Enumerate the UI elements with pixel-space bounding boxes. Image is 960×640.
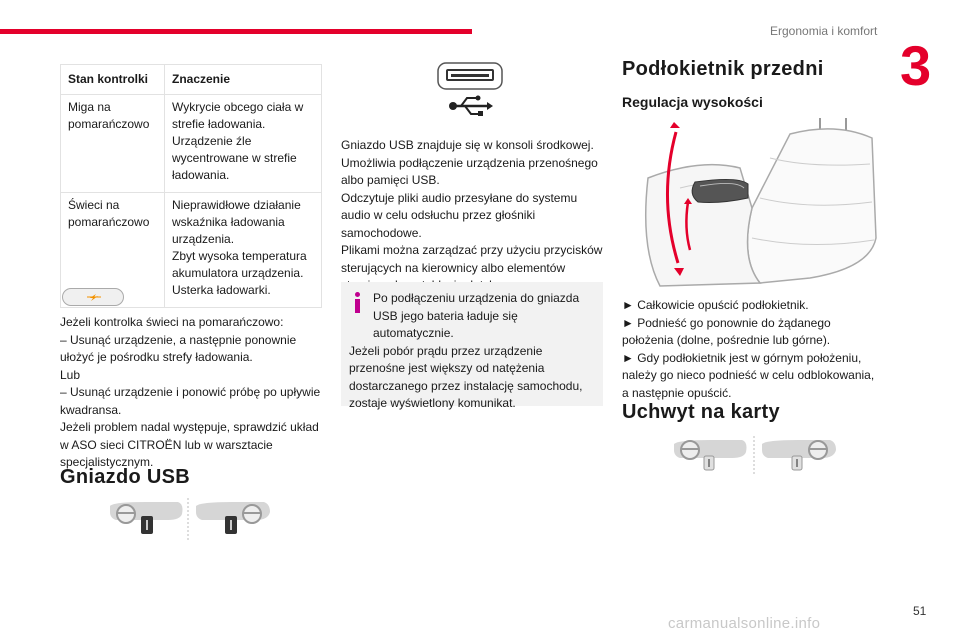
- table-cell-meaning: [165, 95, 322, 193]
- paragraph: – Usunąć urządzenie i ponowić próbę po upływie kwadransa.: [60, 385, 321, 417]
- paragraph: Umożliwia podłączenie urządzenia przenośnego albo pamięci USB.: [341, 155, 598, 187]
- meaning-line: Nieprawidłowe działanie wskaźnika ładowania urządzenia.: [172, 198, 301, 246]
- paragraph: Plikami można zarządzać przy użyciu przycisków sterujących na kierownicy albo elementów: [341, 243, 603, 275]
- height-adjust-heading: Regulacja wysokości: [622, 94, 763, 110]
- paragraph: Gniazdo USB znajduje się w konsoli środkowej.: [341, 138, 594, 152]
- table-header-meaning: Znaczenie: [165, 65, 322, 95]
- header-accent-bar: [0, 29, 472, 34]
- paragraph: Lub: [60, 367, 81, 382]
- meaning-line: Zbyt wysoka temperatura akumulatora urządzenia.: [172, 249, 307, 280]
- watermark: carmanualsonline.info: [668, 615, 821, 632]
- usb-heading: Gniazdo USB: [60, 466, 190, 488]
- left-body-text: [60, 314, 322, 472]
- page-number: 51: [913, 604, 927, 618]
- paragraph: Jeżeli kontrolka świeci na pomarańczowo:: [60, 315, 284, 329]
- status-table: [60, 64, 322, 308]
- table-row: [61, 95, 322, 193]
- paragraph: Odczytuje pliki audio przesyłane do systemu audio w celu odsłuchu przez głośniki samochodowe.: [341, 190, 578, 240]
- usb-symbol-icon: [447, 94, 493, 118]
- charging-indicator-icon: [62, 288, 124, 306]
- info-paragraph: Jeżeli pobór prądu przez urządzenie przenośne jest większy od natężenia dostarczanego przez instalację samochodu, zostaje wyświetlony komunikat.: [349, 343, 583, 410]
- armrest-illustration: [640, 118, 882, 290]
- section-title: Ergonomia i komfort: [770, 24, 878, 38]
- lightning-icon: [63, 289, 123, 305]
- middle-body-text: [341, 137, 603, 295]
- meaning-line: Wykrycie obcego ciała w strefie ładowania.: [172, 100, 304, 131]
- info-paragraph: Po podłączeniu urządzenia do gniazda USB jego bateria ładuje się automatycznie.: [373, 291, 580, 340]
- step: ► Całkowicie opuścić podłokietnik.: [622, 298, 809, 312]
- dashboard-location-icon: [106, 498, 276, 540]
- meaning-line: Urządzenie źle wycentrowane w strefie ładowania.: [172, 134, 297, 182]
- table-cell-state: Świeci na pomarańczowo: [61, 193, 165, 308]
- card-holder-heading: Uchwyt na karty: [622, 401, 780, 423]
- table-header-row: [61, 65, 322, 95]
- meaning-line: Usterka ładowarki.: [172, 283, 271, 297]
- paragraph: – Usunąć urządzenie, a następnie ponownie ułożyć je pośrodku strefy ładowania.: [60, 332, 297, 364]
- table-header-state: Stan kontrolki: [61, 65, 165, 95]
- table-cell-meaning: [165, 193, 322, 308]
- dashboard-location-icon: [670, 436, 840, 474]
- chapter-number: 3: [900, 34, 932, 97]
- step: ► Podnieść go ponownie do żądanego położenia (dolne, pośrednie lub górne).: [622, 315, 831, 347]
- armrest-heading: Podłokietnik przedni: [622, 58, 824, 80]
- table-cell-state: Miga na pomarańczowo: [61, 95, 165, 193]
- armrest-steps: [622, 297, 884, 402]
- step: ► Gdy podłokietnik jest w górnym położeniu, należy go nieco podnieść w celu odblokowania, a następnie opuścić.: [622, 350, 875, 400]
- paragraph: Jeżeli problem nadal występuje, sprawdzić układ w ASO sieci CITROËN lub w warsztacie specjalistycznym.: [60, 420, 319, 469]
- info-text: [349, 290, 597, 413]
